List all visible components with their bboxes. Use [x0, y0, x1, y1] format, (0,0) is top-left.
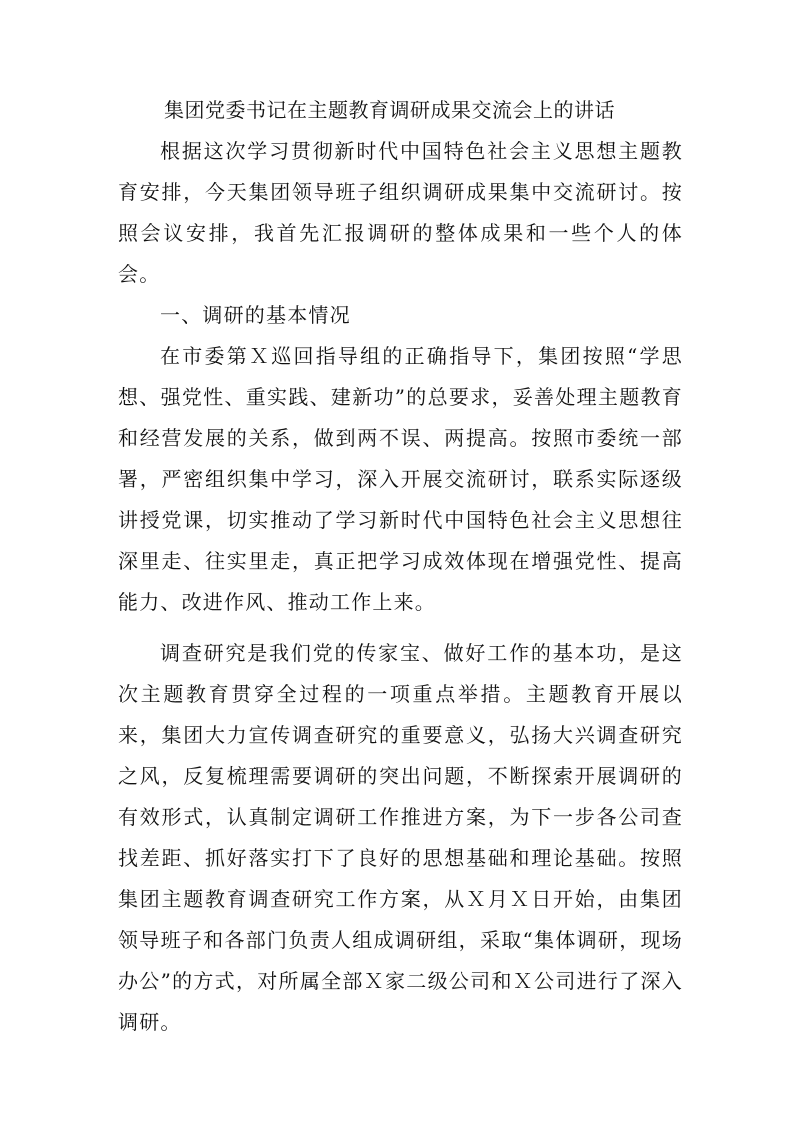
- document-body: [118, 90, 683, 1043]
- section-heading: 一、调研的基本情况: [160, 303, 351, 327]
- intro-paragraph: 根据这次学习贯彻新时代中国特色社会主义思想主题教育安排，今天集团领导班子组织调研成果集中交流研讨。按照会议安排，我首先汇报调研的整体成果和一些个人的体会。: [118, 139, 683, 286]
- document-title: 集团党委书记在主题教育调研成果交流会上的讲话: [164, 98, 615, 122]
- section-paragraph-1: 在市委第Ｘ巡回指导组的正确指导下，集团按照“学思想、强党性、重实践、建新功”的总要求，妥善处理主题教育和经营发展的关系，做到两不误、两提高。按照市委统一部署，严密组织集中学习，深入开展交流研讨，联系实际逐级讲授党课，切实推动了学习新时代中国特色社会主义思想往深里走、往实里走，真正把学习成效体现在增强党性、提高能力、改进作风、推动工作上来。: [118, 344, 683, 614]
- section-paragraph-2: 调查研究是我们党的传家宝、做好工作的基本功，是这次主题教育贯穿全过程的一项重点举措。主题教育开展以来，集团大力宣传调查研究的重要意义，弘扬大兴调查研究之风，反复梳理需要调研的突出问题，不断探索开展调研的有效形式，认真制定调研工作推进方案，为下一步各公司查找差距、抓好落实打下了良好的思想基础和理论基础。按照集团主题教育调查研究工作方案，从Ｘ月Ｘ日开始，由集团领导班子和各部门负责人组成调研组，采取“集体调研，现场办公”的方式，对所属全部Ｘ家二级公司和Ｘ公司进行了深入调研。: [118, 641, 683, 1034]
